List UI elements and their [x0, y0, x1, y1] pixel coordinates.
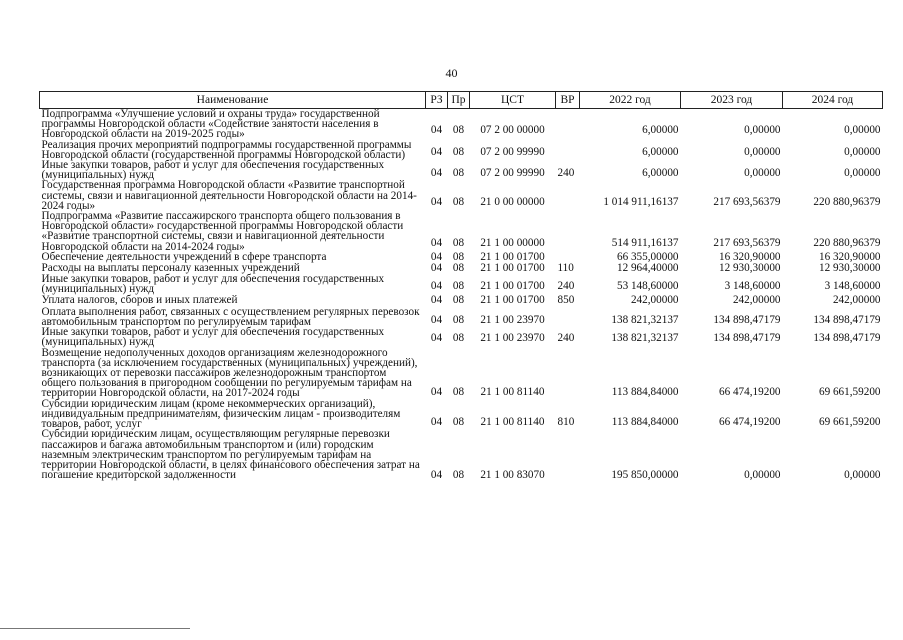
cell-cst: 07 2 00 99990 [480, 167, 545, 180]
cell-rz: 04 [430, 236, 443, 249]
cell-cst: 21 1 00 01700 [480, 250, 545, 263]
cell-cst: 21 1 00 23970 [480, 332, 545, 345]
cell-pr: 08 [452, 236, 465, 249]
cell-vr: 850 [557, 293, 575, 306]
column-header-name: Наименование [40, 92, 426, 109]
table-row [40, 348, 883, 399]
cell-2022: 138 821,32137 [611, 314, 679, 327]
cell-name: Обеспечение деятельности учреждений в сфере транспорта [41, 250, 327, 263]
cell-pr: 08 [452, 293, 465, 306]
cell-2022: 113 884,84000 [611, 386, 679, 399]
cell-2022: 138 821,32137 [611, 332, 679, 345]
cell-2023: 66 474,19200 [718, 386, 781, 399]
cell-2022: 113 884,84000 [611, 416, 679, 429]
cell-vr: 240 [557, 280, 575, 293]
cell-2024: 12 930,30000 [818, 262, 881, 275]
cell-cst: 21 1 00 01700 [480, 293, 545, 306]
cell-vr [556, 211, 580, 252]
cell-cst: 21 1 00 83070 [480, 469, 545, 482]
cell-2023: 217 693,56379 [713, 195, 781, 208]
table-header-row [40, 92, 883, 109]
cell-2024: 0,00000 [844, 167, 881, 180]
cell-2022: 53 148,60000 [616, 280, 679, 293]
cell-2023: 12 930,30000 [718, 262, 781, 275]
table-row [40, 429, 883, 480]
cell-cst: 21 1 00 01700 [480, 280, 545, 293]
cell-2023: 16 320,90000 [718, 250, 781, 263]
cell-2024: 134 898,47179 [813, 314, 881, 327]
cell-2022: 242,00000 [630, 293, 679, 306]
cell-rz: 04 [430, 250, 443, 263]
cell-pr: 08 [452, 280, 465, 293]
cell-2024: 69 661,59200 [818, 386, 881, 399]
cell-2024: 0,00000 [844, 124, 881, 137]
cell-name: Субсидии юридическим лицам (кроме некоммерческих организаций), индивидуальным предпринимателям, физическим лицам - производителям товаров, работ, услуг [41, 397, 401, 431]
cell-rz: 04 [430, 416, 443, 429]
cell-2023: 0,00000 [744, 469, 781, 482]
cell-cst: 21 1 00 01700 [480, 262, 545, 275]
table-row [40, 327, 883, 347]
cell-pr: 08 [452, 167, 465, 180]
cell-vr [556, 429, 580, 480]
cell-rz: 04 [430, 167, 443, 180]
cell-pr: 08 [452, 250, 465, 263]
cell-pr: 08 [452, 262, 465, 275]
cell-name: Реализация прочих мероприятий подпрограммы государственной программы Новгородской области (государственной программы Новгородской области) [41, 138, 412, 161]
cell-cst: 21 1 00 81140 [480, 416, 545, 429]
cell-vr [556, 307, 580, 327]
cell-name: Подпрограмма «Развитие пассажирского транспорта общего пользования в Новгородской области» государственной программы Новгородской области «Развитие транспортной системы, связи и навигационной деятельности Новгородской области на 2014-2024 годы» [41, 210, 404, 253]
cell-2024: 3 148,60000 [824, 280, 881, 293]
column-header-2023: 2023 год [681, 92, 783, 109]
table-row [40, 211, 883, 252]
cell-2022: 6,00000 [642, 167, 679, 180]
cell-2023: 3 148,60000 [724, 280, 781, 293]
bottom-divider [0, 628, 190, 629]
cell-vr: 810 [557, 416, 575, 429]
cell-vr: 240 [557, 332, 575, 345]
cell-2022: 12 964,40000 [616, 262, 679, 275]
cell-name: Возмещение недополученных доходов организациям железнодорожного транспорта (за исключением государственных (муниципальных) учреждений), возникающих от перевозки пассажиров железнодорожным транспортом общего пользования в пригородном сообщении по регулируемым тарифам на территории Новгородской области, на 2017-2024 годы [41, 346, 418, 400]
cell-rz: 04 [430, 314, 443, 327]
cell-rz: 04 [430, 332, 443, 345]
cell-2022: 514 911,16137 [611, 236, 679, 249]
cell-pr: 08 [452, 124, 465, 137]
cell-name: Иные закупки товаров, работ и услуг для обеспечения государственных (муниципальных) нужд [41, 159, 385, 182]
cell-2022: 6,00000 [642, 124, 679, 137]
table-row [40, 274, 883, 294]
cell-cst: 21 1 00 00000 [480, 236, 545, 249]
column-header-vr: ВР [556, 92, 580, 109]
cell-2023: 0,00000 [744, 167, 781, 180]
cell-rz: 04 [430, 195, 443, 208]
cell-cst: 21 1 00 81140 [480, 386, 545, 399]
cell-vr [556, 348, 580, 399]
column-header-rz: РЗ [426, 92, 448, 109]
cell-rz: 04 [430, 386, 443, 399]
cell-rz: 04 [430, 262, 443, 275]
cell-2023: 242,00000 [732, 293, 781, 306]
page-number: 40 [445, 66, 458, 80]
cell-vr [556, 180, 580, 211]
column-header-2024: 2024 год [783, 92, 883, 109]
cell-name: Оплата выполнения работ, связанных с осуществлением регулярных перевозок автомобильным транспортом по регулируемым тарифам [41, 305, 420, 329]
cell-pr: 08 [452, 386, 465, 399]
cell-name: Субсидии юридическим лицам, осуществляющим регулярные перевозки пассажиров и багажа автомобильным транспортом и (или) городским наземным электрическим транспортом по регулируемым тарифам на территории Новгородской области, в целях финансового обеспечения затрат на погашение кредиторской задолженности [41, 428, 420, 482]
cell-2024: 242,00000 [832, 293, 881, 306]
cell-vr [556, 140, 580, 160]
cell-2024: 220 880,96379 [813, 236, 881, 249]
cell-name: Иные закупки товаров, работ и услуг для обеспечения государственных (муниципальных) нужд [41, 273, 385, 296]
cell-2024: 0,00000 [844, 145, 881, 158]
cell-cst: 21 0 00 00000 [480, 195, 545, 208]
cell-vr [556, 109, 580, 140]
cell-vr: 110 [557, 262, 574, 275]
cell-2023: 0,00000 [744, 145, 781, 158]
table-row [40, 180, 883, 211]
table-body [40, 109, 883, 481]
cell-2022: 1 014 911,16137 [603, 195, 679, 208]
cell-pr: 08 [452, 145, 465, 158]
cell-pr: 08 [452, 332, 465, 345]
table-row [40, 160, 883, 180]
cell-cst: 07 2 00 99990 [480, 145, 545, 158]
table-row [40, 399, 883, 430]
cell-2022: 195 850,00000 [611, 469, 679, 482]
cell-2024: 220 880,96379 [813, 195, 881, 208]
cell-rz: 04 [430, 124, 443, 137]
cell-2024: 134 898,47179 [813, 332, 881, 345]
cell-2023: 134 898,47179 [713, 332, 781, 345]
cell-name: Государственная программа Новгородской области «Развитие транспортной системы, связи и навигационной деятельности Новгородской области на 2014-2024 годы» [41, 179, 417, 212]
cell-2023: 0,00000 [744, 124, 781, 137]
table-row [40, 109, 883, 140]
cell-name: Расходы на выплаты персоналу казенных учреждений [41, 262, 300, 275]
cell-rz: 04 [430, 145, 443, 158]
cell-rz: 04 [430, 469, 443, 482]
cell-cst: 07 2 00 00000 [480, 124, 545, 137]
cell-rz: 04 [430, 280, 443, 293]
cell-2022: 66 355,00000 [616, 250, 679, 263]
table-row [40, 140, 883, 160]
cell-pr: 08 [452, 195, 465, 208]
cell-name: Подпрограмма «Улучшение условий и охраны труда» государственной программы Новгородской области «Содействие занятости населения в Новгородской области на 2019-2025 годы» [41, 108, 380, 141]
budget-table [39, 91, 883, 480]
cell-rz: 04 [430, 293, 443, 306]
cell-2023: 134 898,47179 [713, 314, 781, 327]
cell-2024: 0,00000 [844, 469, 881, 482]
cell-2022: 6,00000 [642, 145, 679, 158]
column-header-cst: ЦСТ [470, 92, 556, 109]
cell-2024: 69 661,59200 [818, 416, 881, 429]
cell-2023: 66 474,19200 [718, 416, 781, 429]
column-header-pr: Пр [448, 92, 470, 109]
cell-vr: 240 [557, 167, 575, 180]
cell-pr: 08 [452, 469, 465, 482]
cell-name: Уплата налогов, сборов и иных платежей [41, 293, 238, 306]
table-row [40, 307, 883, 327]
cell-pr: 08 [452, 416, 465, 429]
column-header-2022: 2022 год [580, 92, 681, 109]
cell-2024: 16 320,90000 [818, 250, 881, 263]
cell-pr: 08 [452, 314, 465, 327]
cell-cst: 21 1 00 23970 [480, 314, 545, 327]
cell-name: Иные закупки товаров, работ и услуг для обеспечения государственных (муниципальных) нужд [41, 326, 385, 349]
cell-2023: 217 693,56379 [713, 236, 781, 249]
